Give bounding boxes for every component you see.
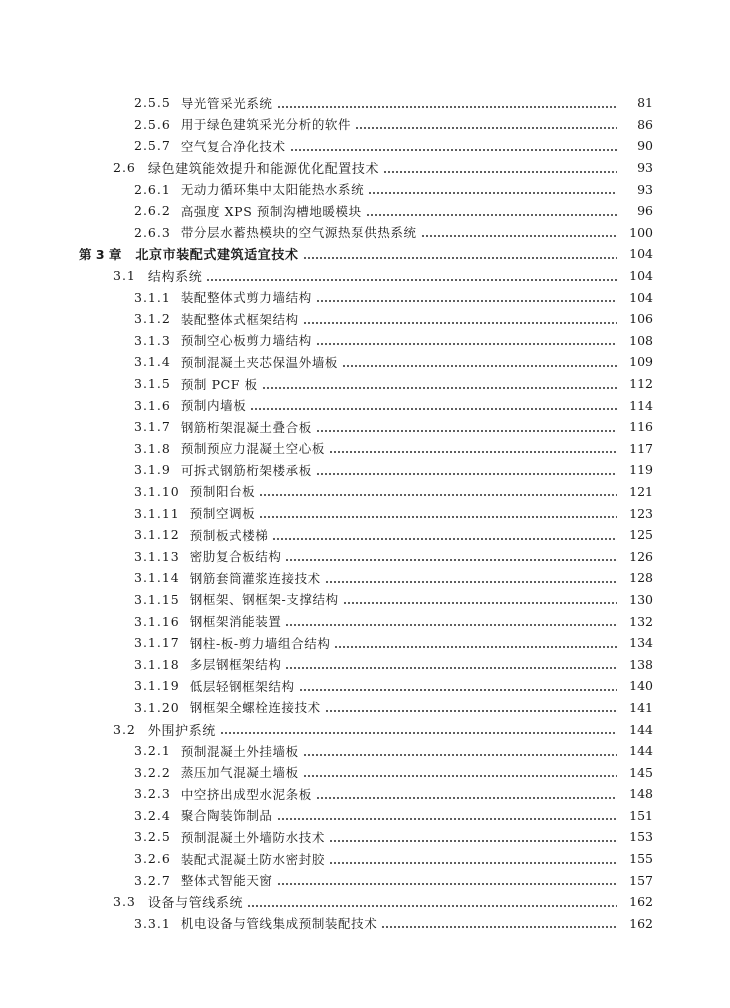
toc-entry-page-number: 90 — [637, 138, 653, 154]
dot-leader — [368, 182, 617, 196]
toc-entry-number: 3.1.10 — [134, 483, 180, 499]
toc-entry-page-number: 93 — [637, 181, 653, 197]
toc-entry-page-number: 141 — [629, 699, 653, 715]
toc-entry-number: 3.2.5 — [134, 829, 171, 845]
toc-entry-title: 机电设备与管线集成预制装配技术 — [180, 916, 378, 932]
dot-leader — [250, 398, 617, 412]
toc-entry-number: 3.1.15 — [134, 591, 180, 607]
dot-leader — [342, 355, 617, 369]
dot-leader — [285, 657, 617, 671]
toc-entry-page-number: 162 — [629, 894, 653, 910]
dot-leader — [206, 269, 617, 283]
dot-leader — [329, 852, 617, 866]
toc-entry-number: 2.5.6 — [134, 116, 171, 132]
toc-entry-page-number: 104 — [629, 289, 653, 305]
dot-leader — [329, 830, 617, 844]
toc-entry-number: 3.3 — [113, 894, 136, 910]
table-of-contents — [0, 92, 730, 934]
dot-leader — [299, 679, 617, 693]
toc-entry-number: 3.1.18 — [134, 656, 180, 672]
toc-entry-title: 中空挤出成型水泥条板 — [180, 786, 312, 802]
toc-entry-page-number: 144 — [629, 721, 653, 737]
dot-leader — [381, 916, 617, 930]
toc-subsection-entry[interactable] — [0, 178, 730, 200]
toc-section-entry[interactable] — [0, 157, 730, 179]
toc-entry-page-number: 140 — [629, 678, 653, 694]
toc-entry-title: 预制混凝土夹芯保温外墙板 — [180, 354, 339, 370]
toc-entry-page-number: 109 — [629, 354, 653, 370]
toc-entry-number: 2.6.2 — [134, 203, 171, 219]
toc-entry-number: 3.1.4 — [134, 354, 171, 370]
toc-entry-page-number: 108 — [629, 332, 653, 348]
dot-leader — [290, 139, 617, 153]
dot-leader — [421, 225, 617, 239]
toc-subsection-entry[interactable] — [0, 351, 730, 373]
toc-entry-title: 设备与管线系统 — [147, 896, 244, 912]
toc-entry-page-number: 112 — [629, 376, 653, 392]
toc-entry-title: 钢筋桁架混凝土叠合板 — [180, 419, 312, 435]
toc-entry-title: 蒸压加气混凝土墙板 — [180, 765, 299, 781]
toc-entry-number: 3.1 — [113, 268, 136, 284]
toc-entry-title: 预制混凝土外挂墙板 — [180, 743, 299, 759]
toc-entry-page-number: 104 — [629, 246, 653, 262]
toc-entry-number: 第 3 章 — [79, 246, 122, 262]
toc-section-entry[interactable] — [0, 718, 730, 740]
dot-leader — [329, 441, 617, 455]
toc-entry-title: 结构系统 — [147, 270, 203, 286]
toc-entry-title: 多层钢框架结构 — [189, 657, 282, 673]
toc-subsection-entry[interactable] — [0, 308, 730, 330]
toc-entry-page-number: 119 — [629, 462, 653, 478]
toc-entry-page-number: 138 — [629, 656, 653, 672]
toc-entry-page-number: 86 — [637, 116, 653, 132]
toc-entry-title: 整体式智能天窗 — [180, 873, 273, 889]
toc-entry-title: 钢框架消能装置 — [189, 614, 282, 630]
toc-entry-page-number: 125 — [629, 527, 653, 543]
toc-entry-number: 3.1.6 — [134, 397, 171, 413]
toc-entry-page-number: 100 — [629, 224, 653, 240]
toc-entry-number: 3.1.8 — [134, 440, 171, 456]
toc-entry-number: 3.1.3 — [134, 332, 171, 348]
toc-entry-title: 预制预应力混凝土空心板 — [180, 441, 325, 457]
toc-entry-title: 可拆式钢筋桁架楼承板 — [180, 462, 312, 478]
dot-leader — [277, 808, 617, 822]
toc-entry-page-number: 144 — [629, 743, 653, 759]
dot-leader — [343, 592, 617, 606]
toc-entry-number: 3.1.1 — [134, 289, 171, 305]
toc-subsection-entry[interactable] — [0, 869, 730, 891]
toc-subsection-entry[interactable] — [0, 222, 730, 244]
dot-leader — [303, 312, 617, 326]
toc-entry-number: 3.2.4 — [134, 807, 171, 823]
toc-entry-number: 3.2.3 — [134, 786, 171, 802]
dot-leader — [303, 247, 617, 261]
toc-entry-page-number: 162 — [629, 915, 653, 931]
toc-entry-number: 3.1.12 — [134, 527, 180, 543]
dot-leader — [220, 722, 617, 736]
toc-entry-page-number: 104 — [629, 268, 653, 284]
dot-leader — [383, 161, 617, 175]
dot-leader — [247, 895, 617, 909]
dot-leader — [325, 571, 617, 585]
toc-entry-number: 3.1.14 — [134, 570, 180, 586]
toc-entry-page-number: 121 — [629, 483, 653, 499]
toc-entry-page-number: 157 — [629, 872, 653, 888]
toc-entry-title: 钢柱-板-剪力墙组合结构 — [189, 635, 331, 651]
toc-entry-title: 装配式混凝土防水密封胶 — [180, 851, 325, 867]
toc-subsection-entry[interactable] — [0, 826, 730, 848]
toc-subsection-entry[interactable] — [0, 675, 730, 697]
toc-subsection-entry[interactable] — [0, 438, 730, 460]
toc-entry-title: 空气复合净化技术 — [180, 138, 286, 154]
toc-entry-title: 预制混凝土外墙防水技术 — [180, 829, 325, 845]
dot-leader — [366, 204, 617, 218]
toc-entry-title: 钢框架、钢框架-支撑结构 — [189, 592, 339, 608]
toc-entry-page-number: 126 — [629, 548, 653, 564]
toc-entry-page-number: 96 — [637, 203, 653, 219]
dot-leader — [272, 528, 617, 542]
toc-subsection-entry[interactable] — [0, 330, 730, 352]
toc-entry-title: 钢筋套筒灌浆连接技术 — [189, 570, 321, 586]
dot-leader — [334, 636, 617, 650]
toc-entry-number: 2.5.7 — [134, 138, 171, 154]
toc-subsection-entry[interactable] — [0, 481, 730, 503]
toc-subsection-entry[interactable] — [0, 502, 730, 524]
toc-entry-title: 高强度 XPS 预制沟槽地暖模块 — [180, 203, 362, 219]
toc-entry-number: 3.1.16 — [134, 613, 180, 629]
toc-subsection-entry[interactable] — [0, 783, 730, 805]
dot-leader — [285, 614, 617, 628]
toc-entry-page-number: 134 — [629, 635, 653, 651]
dot-leader — [325, 700, 617, 714]
toc-subsection-entry[interactable] — [0, 805, 730, 827]
dot-leader — [285, 549, 617, 563]
toc-entry-page-number: 132 — [629, 613, 653, 629]
toc-entry-page-number: 151 — [629, 807, 653, 823]
toc-entry-page-number: 153 — [629, 829, 653, 845]
toc-entry-title: 无动力循环集中太阳能热水系统 — [180, 182, 365, 198]
toc-entry-page-number: 93 — [637, 160, 653, 176]
toc-entry-number: 3.2.6 — [134, 851, 171, 867]
toc-entry-number: 3.1.17 — [134, 635, 180, 651]
toc-entry-title: 装配整体式框架结构 — [180, 311, 299, 327]
toc-entry-title: 预制空心板剪力墙结构 — [180, 333, 312, 349]
toc-entry-number: 3.2.1 — [134, 743, 171, 759]
dot-leader — [277, 96, 617, 110]
toc-subsection-entry[interactable] — [0, 416, 730, 438]
toc-entry-page-number: 130 — [629, 591, 653, 607]
toc-entry-number: 2.5.5 — [134, 95, 171, 111]
toc-entry-title: 导光管采光系统 — [180, 95, 273, 111]
toc-entry-title: 带分层水蓄热模块的空气源热泵供热系统 — [180, 225, 417, 241]
toc-entry-number: 3.2.7 — [134, 872, 171, 888]
toc-entry-page-number: 148 — [629, 786, 653, 802]
dot-leader — [316, 420, 617, 434]
toc-subsection-entry[interactable] — [0, 632, 730, 654]
dot-leader — [316, 290, 617, 304]
toc-subsection-entry[interactable] — [0, 610, 730, 632]
toc-subsection-entry[interactable] — [0, 114, 730, 136]
toc-entry-title: 预制阳台板 — [189, 484, 256, 500]
toc-entry-page-number: 123 — [629, 505, 653, 521]
toc-entry-number: 3.2.2 — [134, 764, 171, 780]
toc-entry-title: 低层轻钢框架结构 — [189, 678, 295, 694]
toc-entry-title: 装配整体式剪力墙结构 — [180, 290, 312, 306]
dot-leader — [303, 744, 617, 758]
toc-entry-title: 绿色建筑能效提升和能源优化配置技术 — [147, 162, 380, 178]
toc-entry-number: 3.1.20 — [134, 699, 180, 715]
toc-entry-page-number: 116 — [629, 419, 653, 435]
dot-leader — [277, 873, 617, 887]
toc-entry-number: 2.6.1 — [134, 181, 171, 197]
toc-subsection-entry[interactable] — [0, 545, 730, 567]
toc-subsection-entry[interactable] — [0, 92, 730, 114]
toc-entry-number: 3.1.7 — [134, 419, 171, 435]
toc-entry-title: 密肋复合板结构 — [189, 549, 282, 565]
toc-subsection-entry[interactable] — [0, 200, 730, 222]
toc-entry-page-number: 128 — [629, 570, 653, 586]
toc-subsection-entry[interactable] — [0, 653, 730, 675]
toc-entry-title: 聚合陶装饰制品 — [180, 808, 273, 824]
toc-entry-number: 3.1.13 — [134, 548, 180, 564]
toc-entry-number: 3.2 — [113, 721, 136, 737]
toc-entry-page-number: 155 — [629, 851, 653, 867]
toc-entry-title: 预制空调板 — [189, 506, 256, 522]
toc-entry-page-number: 145 — [629, 764, 653, 780]
dot-leader — [259, 484, 617, 498]
toc-entry-title: 预制 PCF 板 — [180, 376, 258, 392]
toc-entry-title: 用于绿色建筑采光分析的软件 — [180, 117, 352, 133]
toc-entry-number: 3.1.9 — [134, 462, 171, 478]
toc-subsection-entry[interactable] — [0, 913, 730, 935]
dot-leader — [259, 506, 617, 520]
toc-entry-title: 钢框架全螺栓连接技术 — [189, 700, 321, 716]
dot-leader — [316, 333, 617, 347]
toc-subsection-entry[interactable] — [0, 524, 730, 546]
dot-leader — [355, 117, 617, 131]
dot-leader — [316, 463, 617, 477]
toc-entry-number: 3.1.19 — [134, 678, 180, 694]
dot-leader — [316, 787, 617, 801]
toc-entry-page-number: 117 — [629, 440, 653, 456]
toc-subsection-entry[interactable] — [0, 697, 730, 719]
toc-entry-title: 预制板式楼梯 — [189, 527, 269, 543]
toc-entry-title: 北京市装配式建筑适宜技术 — [135, 248, 299, 264]
toc-subsection-entry[interactable] — [0, 848, 730, 870]
dot-leader — [303, 765, 617, 779]
toc-entry-number: 3.1.5 — [134, 376, 171, 392]
toc-entry-page-number: 114 — [629, 397, 653, 413]
toc-entry-number: 2.6 — [113, 160, 136, 176]
toc-subsection-entry[interactable] — [0, 567, 730, 589]
toc-entry-number: 2.6.3 — [134, 224, 171, 240]
toc-subsection-entry[interactable] — [0, 394, 730, 416]
toc-entry-number: 3.1.2 — [134, 311, 171, 327]
toc-chapter-entry[interactable] — [0, 243, 730, 265]
toc-entry-page-number: 106 — [629, 311, 653, 327]
toc-section-entry[interactable] — [0, 265, 730, 287]
toc-entry-title: 预制内墙板 — [180, 398, 247, 414]
toc-entry-number: 3.3.1 — [134, 915, 171, 931]
toc-subsection-entry[interactable] — [0, 459, 730, 481]
toc-subsection-entry[interactable] — [0, 135, 730, 157]
toc-entry-number: 3.1.11 — [134, 505, 180, 521]
toc-subsection-entry[interactable] — [0, 761, 730, 783]
dot-leader — [262, 377, 617, 391]
toc-entry-page-number: 81 — [637, 95, 653, 111]
toc-subsection-entry[interactable] — [0, 589, 730, 611]
toc-subsection-entry[interactable] — [0, 286, 730, 308]
toc-section-entry[interactable] — [0, 891, 730, 913]
toc-entry-title: 外围护系统 — [147, 723, 216, 739]
toc-subsection-entry[interactable] — [0, 740, 730, 762]
toc-subsection-entry[interactable] — [0, 373, 730, 395]
